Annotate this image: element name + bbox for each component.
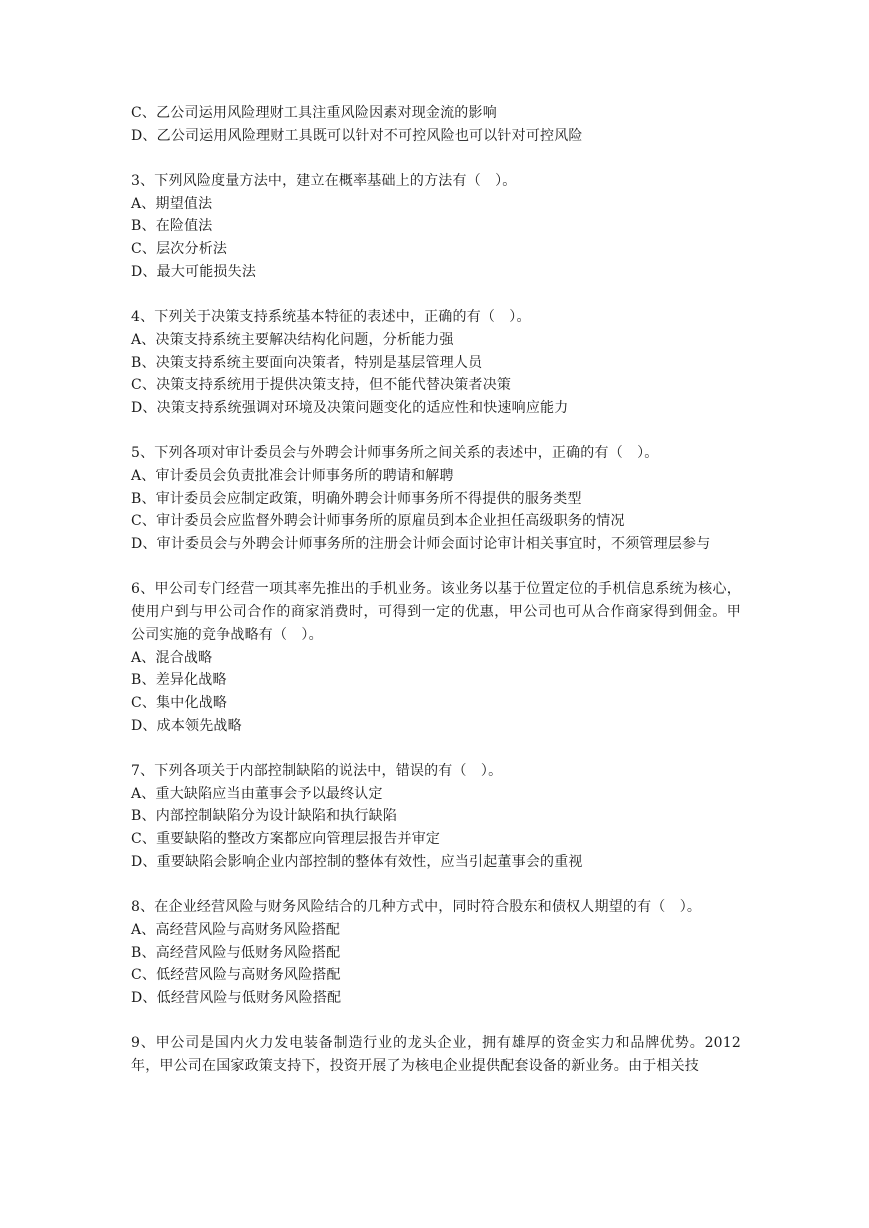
- option-a: A、混合战略: [131, 649, 213, 666]
- option-a: A、重大缺陷应当由董事会予以最终认定: [131, 785, 383, 802]
- document-page: [131, 102, 741, 1078]
- question-6: [131, 578, 741, 737]
- question-5: [131, 442, 741, 555]
- option-c: C、决策支持系统用于提供决策支持，但不能代替决策者决策: [131, 377, 512, 394]
- option-d: D、决策支持系统强调对环境及决策问题变化的适应性和快速响应能力: [131, 399, 569, 416]
- option-a: A、决策支持系统主要解决结构化问题，分析能力强: [131, 331, 454, 348]
- option-d: D、最大可能损失法: [131, 263, 257, 280]
- question-3: [131, 170, 741, 283]
- option-c: C、审计委员会应监督外聘会计师事务所的原雇员到本企业担任高级职务的情况: [131, 513, 625, 530]
- option-b: B、在险值法: [131, 218, 213, 235]
- option-d: D、成本领先战略: [131, 717, 242, 734]
- option-b: B、差异化战略: [131, 672, 227, 689]
- question-7: [131, 760, 741, 873]
- question-stem: 5、下列各项对审计委员会与外聘会计师事务所之间关系的表述中，正确的有（ ）。: [131, 445, 659, 462]
- option-c: C、低经营风险与高财务风险搭配: [131, 967, 341, 984]
- option-b: B、决策支持系统主要面向决策者，特别是基层管理人员: [131, 354, 483, 371]
- option-a: A、期望值法: [131, 195, 213, 212]
- option-b: B、审计委员会应制定政策，明确外聘会计师事务所不得提供的服务类型: [131, 490, 582, 507]
- question-stem: 6、甲公司专门经营一项其率先推出的手机业务。该业务以基于位置定位的手机信息系统为核心，使用户到与甲公司合作的商家消费时，可得到一定的优惠，甲公司也可从合作商家得到佣金。甲公司实施的竞争战略有（ ）。: [131, 581, 741, 643]
- question-stem: 3、下列风险度量方法中，建立在概率基础上的方法有（ ）。: [131, 173, 517, 190]
- option-a: A、高经营风险与高财务风险搭配: [131, 921, 341, 938]
- question-9: [131, 1032, 741, 1077]
- option-d: D、乙公司运用风险理财工具既可以针对不可控风险也可以针对可控风险: [131, 127, 583, 144]
- option-d: D、低经营风险与低财务风险搭配: [131, 989, 342, 1006]
- question-stem: 8、在企业经营风险与财务风险结合的几种方式中，同时符合股东和债权人期望的有（ ）。: [131, 899, 702, 916]
- option-c: C、层次分析法: [131, 241, 228, 258]
- option-b: B、高经营风险与低财务风险搭配: [131, 944, 341, 961]
- question-stem: 7、下列各项关于内部控制缺陷的说法中，错误的有（ ）。: [131, 763, 503, 779]
- top-options: [131, 102, 741, 147]
- option-c: C、集中化战略: [131, 694, 228, 711]
- option-c: C、重要缺陷的整改方案都应向管理层报告并审定: [131, 831, 441, 848]
- option-c: C、乙公司运用风险理财工具注重风险因素对现金流的影响: [131, 105, 497, 121]
- option-a: A、审计委员会负责批准会计师事务所的聘请和解聘: [131, 468, 454, 484]
- question-stem: 9、甲公司是国内火力发电装备制造行业的龙头企业，拥有雄厚的资金实力和品牌优势。2012年，甲公司在国家政策支持下，投资开展了为核电企业提供配套设备的新业务。由于相关技: [131, 1035, 741, 1074]
- question-stem: 4、下列关于决策支持系统基本特征的表述中，正确的有（ ）。: [131, 309, 531, 326]
- option-b: B、内部控制缺陷分为设计缺陷和执行缺陷: [131, 808, 398, 825]
- question-4: [131, 306, 741, 419]
- option-d: D、审计委员会与外聘会计师事务所的注册会计师会面讨论审计相关事宜时，不须管理层参与: [131, 536, 711, 553]
- question-8: [131, 896, 741, 1009]
- option-d: D、重要缺陷会影响企业内部控制的整体有效性，应当引起董事会的重视: [131, 853, 583, 870]
